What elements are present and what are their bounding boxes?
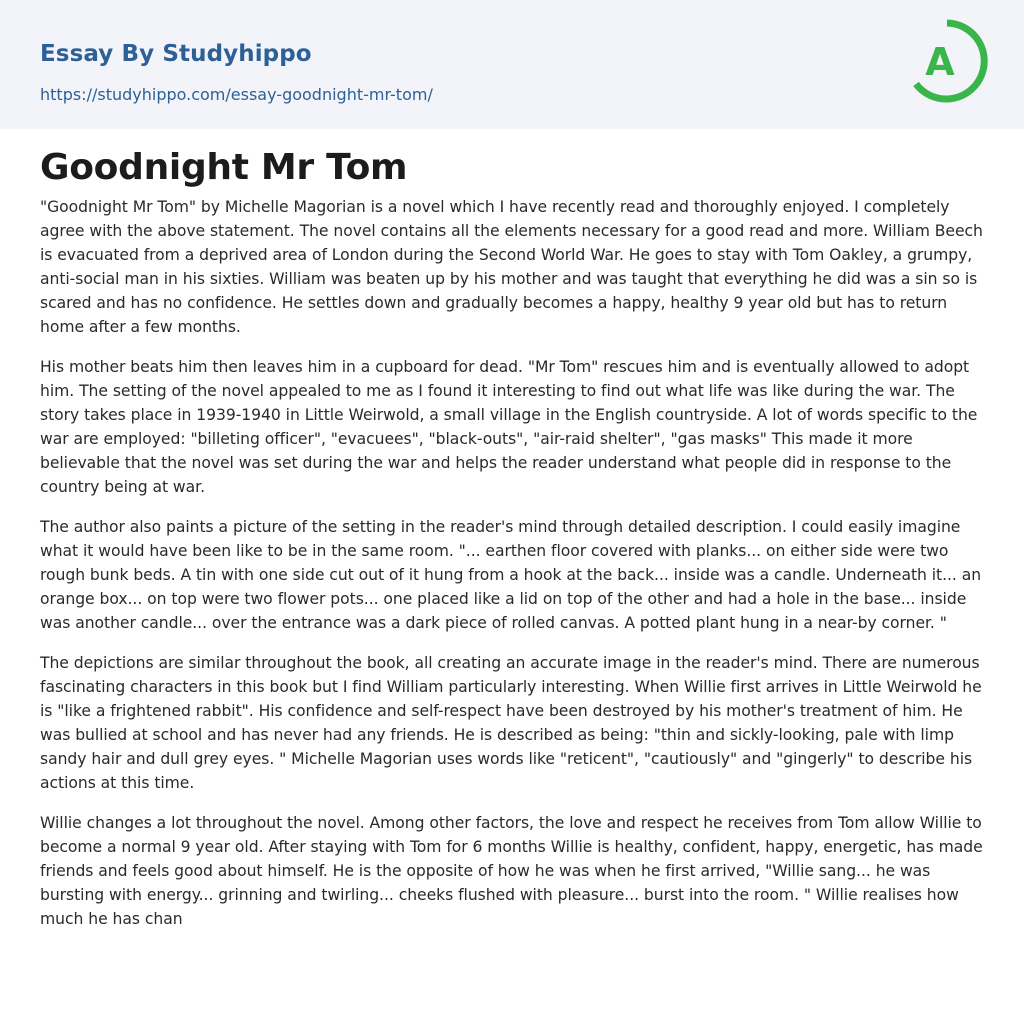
site-title[interactable]: Essay By Studyhippo (40, 41, 312, 67)
article-paragraph-2: His mother beats him then leaves him in a cupboard for dead. "Mr Tom" rescues him and is eventually allowed to adopt him. The setting of the novel appealed to me as I found it interesting to find out what life was like during the war. The story takes place in 1939-1940 in Little Weirwold, a small village in the English countryside. A lot of words specific to the war are employed: "billeting officer", "evacuees", "black-outs", "air-raid shelter", "gas masks" This made it more believable that the novel was set during the war and helps the reader understand what people did in response to the country being at war. (40, 358, 978, 496)
essay-url-link[interactable]: https://studyhippo.com/essay-goodnight-mr-tom/ (40, 85, 433, 104)
article-paragraph-5: Willie changes a lot throughout the novel. Among other factors, the love and respect he receives from Tom allow Willie to become a normal 9 year old. After staying with Tom for 6 months Willie is healthy, confident, happy, energetic, has made friends and feels good about himself. He is the opposite of how he was when he first arrived, "Willie sang... he was bursting with energy... grinning and twirling... cheeks flushed with pleasure... burst into the room. " Willie realises how much he has chan (40, 814, 983, 928)
article-paragraph-4: The depictions are similar throughout the book, all creating an accurate image in the reader's mind. There are numerous fascinating characters in this book but I find William particularly interesting. When Willie first arrives in Little Weirwold he is "like a frightened rabbit". His confidence and self-respect have been destroyed by his mother's treatment of him. He was bullied at school and has never had any friends. He is described as being: "thin and sickly-looking, pale with limp sandy hair and dull grey eyes. " Michelle Magorian uses words like "reticent", "cautiously" and "gingerly" to describe his actions at this time. (40, 654, 982, 792)
article-paragraph-3: The author also paints a picture of the setting in the reader's mind through detailed description. I could easily imagine what it would have been like to be in the same room. "... earthen floor covered with planks... on either side were two rough bunk beds. A tin with one side cut out of it hung from a hook at the back... inside was a candle. Underneath it... an orange box... on top were two flower pots... one placed like a lid on top of the other and had a hole in the base... inside was another candle... over the entrance was a dark piece of rolled canvas. A potted plant hung in a near-by corner. " (40, 518, 982, 632)
article-paragraph-1: "Goodnight Mr Tom" by Michelle Magorian is a novel which I have recently read and thoroughly enjoyed. I completely agree with the above statement. The novel contains all the elements necessary for a good read and more. William Beech is evacuated from a deprived area of London during the Second World War. He goes to stay with Tom Oakley, a grumpy, anti-social man in his sixties. William was beaten up by his mother and was taught that everything he did was a sin so is scared and has no confidence. He settles down and gradually becomes a happy, healthy 9 year old but has to return home after a few months. (40, 198, 983, 336)
article-body (40, 195, 990, 947)
logo-letter: A (925, 40, 955, 84)
page-title: Goodnight Mr Tom (40, 147, 408, 188)
studyhippo-logo-icon[interactable] (904, 17, 990, 107)
